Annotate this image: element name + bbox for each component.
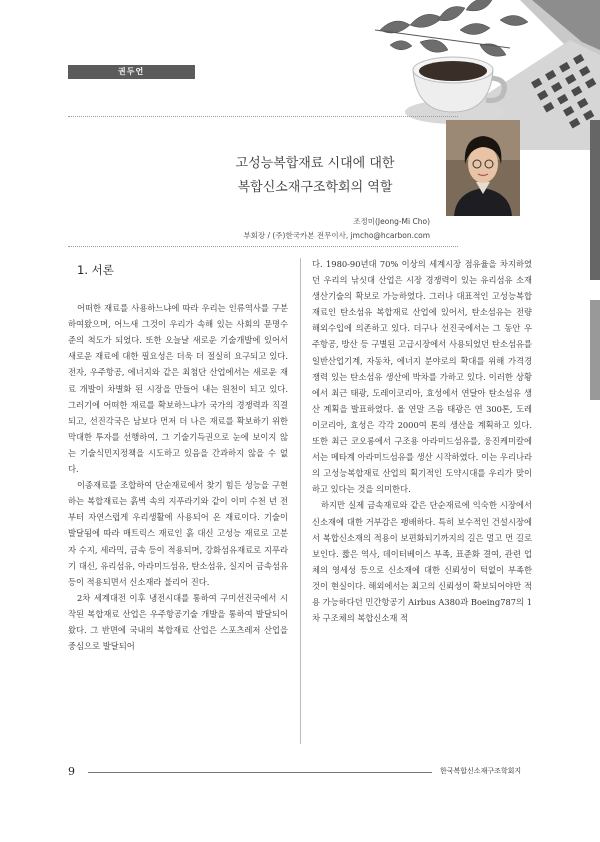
journal-name: 한국복합신소재구조학회지 xyxy=(440,767,522,775)
footer-rule xyxy=(88,772,432,773)
header-divider xyxy=(68,116,458,117)
author-name: 조정미(Jeong-Mi Cho) xyxy=(353,217,430,226)
section-tag: 권두언 xyxy=(68,65,195,79)
paragraph: 다. 1980-90년대 70% 이상의 세계시장 점유율을 차지하였던 우리의 낚싯대 산업은 시장 경쟁력이 있는 유리섬유 소재생산기술의 확보로 가능하였다. 그러나 대표적인 고성능복합재료인 탄소섬유 복합재료 산업에 있어서, 탄소섬유는 전량 해외수입에 의존하고 있다. 더구나 선진국에서는 그 동안 우주항공, 방산 등 구별된 고급시장에서 사용되었던 탄소섬유를 일반산업기계, 자동차, 에너지 분야로의 확대를 위해 가격경쟁력 있는 탄소섬유 생산에 박차를 가하고 있다. 이러한 상황에서 최근 태광, 도레이코리아, 효성에서 연달아 탄소섬유 생산 계획을 발표하였다. 올 연말 즈음 태광은 연 300톤, 도레이코리아, 효성은 각각 2000여 톤의 생산을 계획하고 있다. 또한 최근 코오롱에서 구조용 아라미드섬유를, 웅진케미칼에서는 메타계 아라미드섬유를 생산 시작하였다. 이는 우리나라의 고성능복합재료 산업의 획기적인 도약시대를 우리가 맞이하고 있다는 것을 의미한다. xyxy=(312,259,532,495)
author-photo xyxy=(446,120,520,216)
left-column xyxy=(68,262,288,654)
page-number: 9 xyxy=(68,765,75,778)
decorative-illustration xyxy=(270,0,600,150)
section-heading: 1. 서론 xyxy=(77,263,114,277)
edge-tab-strip xyxy=(590,120,600,280)
article-title-line1: 고성능복합재료 시대에 대한 xyxy=(235,156,395,171)
paragraph: 어떠한 재료를 사용하느냐에 따라 우리는 인류역사를 구분하여왔으며, 어느새 그것이 우리가 속해 있는 사회의 문명수준의 척도가 되었다. 또한 오늘날 새로운 기술개발에 있어서 새로운 재료에 대한 필요성은 더욱 더 절실히 요구되고 있다. 전자, 우주항공, 에너지와 같은 최첨단 산업에서는 새로운 재료 개발이 차별화 된 시장을 만들어 내는 원천이 되고 있다. 그러기에 어떠한 재료를 확보하느냐가 국가의 경쟁력과 직결되고, 선진각국은 남보다 먼저 더 나은 재료를 확보하기 위한 막대한 투자를 선행하여, 그 기술기득권으로 눈에 보이지 않는 기술식민지정책을 시도하고 있음을 간과하지 않을 수 없다. xyxy=(68,303,288,475)
paragraph: 하지만 실제 금속재료와 같은 단순재료에 익숙한 시장에서 신소재에 대한 거부감은 팽배하다. 특히 보수적인 건설시장에서 복합신소재의 적용이 보편화되기까지의 길은 멀고 먼 길로 보인다. 짧은 역사, 데이터베이스 부족, 표준화 결여, 관련 업체의 영세성 등으로 신소재에 대한 신뢰성이 턱없이 부족한 것이 현실이다. 해외에서는 최고의 신뢰성이 확보되어야만 적용 가능하다던 민간항공기 Airbus A380과 Boeing787의 1차 구조체의 복합신소재 적 xyxy=(312,500,532,624)
author-affiliation: 부회장 / (주)한국카본 전무이사, jmcho@hcarbon.com xyxy=(243,231,430,240)
right-column xyxy=(312,256,532,626)
edge-tab-strip xyxy=(590,300,600,400)
article-title-line2: 복합신소재구조학회의 역할 xyxy=(237,180,393,195)
column-divider xyxy=(300,258,301,744)
title-divider xyxy=(68,246,458,247)
paragraph: 2차 세계대전 이후 냉전시대를 통하여 구미선진국에서 시작된 복합재료 산업은 우주항공기술 개발을 통하여 발달되어 왔다. 그 반면에 국내의 복합재료 산업은 스포츠레저 산업을 중심으로 발달되어 xyxy=(68,592,288,652)
paragraph: 이종재료를 조합하여 단순재료에서 찾기 힘든 성능을 구현하는 복합재료는 흙벽 속의 지푸라기와 같이 이미 수천 년 전부터 자연스럽게 우리생활에 사용되어 온 재료이다. 기술이 발달됨에 따라 매트릭스 재료인 흙 대신 고성능 재료로 고분자 수지, 세라믹, 금속 등이 적용되며, 강화섬유재료로 지푸라기 대신, 유리섬유, 아라미드섬유, 탄소섬유, 실지어 금속섬유 등이 적용되면서 신소재라 불리어 진다. xyxy=(68,480,288,587)
